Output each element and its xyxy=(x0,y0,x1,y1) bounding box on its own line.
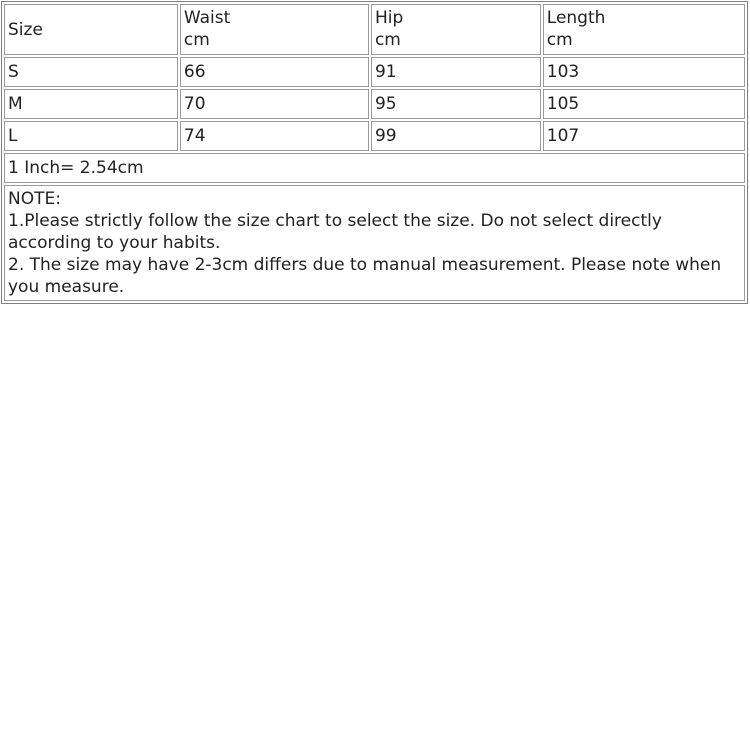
cell-length: 105 xyxy=(543,89,745,119)
cell-size: L xyxy=(4,121,178,151)
conversion-row xyxy=(4,153,745,183)
header-size-label: Size xyxy=(8,19,43,40)
header-hip-label: Hip xyxy=(374,8,404,28)
table-row xyxy=(4,121,745,151)
header-length-unit: cm xyxy=(546,30,573,50)
cell-waist: 66 xyxy=(180,57,369,87)
header-length xyxy=(543,4,745,55)
header-hip-unit: cm xyxy=(374,30,401,50)
header-size xyxy=(4,4,178,55)
cell-size: S xyxy=(4,57,178,87)
header-waist xyxy=(180,4,369,55)
note-line-2: 2. The size may have 2-3cm differs due to manual measurement. Please note when you measure. xyxy=(8,255,722,297)
table-row xyxy=(4,89,745,119)
note-line-1: 1.Please strictly follow the size chart to select the size. Do not select directly according to your habits. xyxy=(8,211,662,253)
cell-length: 103 xyxy=(543,57,745,87)
cell-length: 107 xyxy=(543,121,745,151)
header-length-label: Length xyxy=(546,8,606,28)
cell-hip: 95 xyxy=(371,89,541,119)
header-row xyxy=(4,4,745,55)
cell-hip: 91 xyxy=(371,57,541,87)
size-chart-table xyxy=(1,1,748,304)
table-row xyxy=(4,57,745,87)
header-hip xyxy=(371,4,541,55)
note-row xyxy=(4,185,745,301)
cell-hip: 99 xyxy=(371,121,541,151)
note-cell xyxy=(4,185,745,301)
header-waist-label: Waist xyxy=(183,8,231,28)
note-title: NOTE: xyxy=(8,189,61,209)
conversion-note: 1 Inch= 2.54cm xyxy=(4,153,745,183)
cell-waist: 70 xyxy=(180,89,369,119)
cell-size: M xyxy=(4,89,178,119)
header-waist-unit: cm xyxy=(183,30,210,50)
cell-waist: 74 xyxy=(180,121,369,151)
